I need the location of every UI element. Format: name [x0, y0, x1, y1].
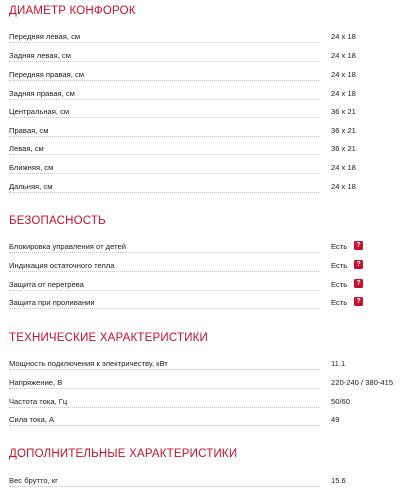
- help-icon[interactable]: ?: [354, 241, 363, 250]
- row-divider: [9, 486, 319, 487]
- spec-value: 15.6: [331, 476, 346, 485]
- row-divider: [9, 99, 319, 100]
- spec-label: Передняя левая, см: [9, 32, 81, 41]
- spec-row: [9, 50, 409, 64]
- spec-label: Индикация остаточного тепла: [9, 261, 115, 270]
- section-title-burner-diameter: ДИАМЕТР КОНФОРОК: [9, 5, 136, 17]
- spec-value: 50/60: [331, 397, 351, 406]
- spec-label: Центральная, см: [9, 107, 70, 116]
- row-divider: [9, 425, 319, 426]
- row-divider: [9, 369, 319, 370]
- row-divider: [9, 154, 319, 155]
- spec-value: 24 x 18: [331, 182, 356, 191]
- spec-row: [9, 125, 409, 139]
- spec-row: [9, 143, 409, 157]
- section-title-technical-specs: ТЕХНИЧЕСКИЕ ХАРАКТЕРИСТИКИ: [9, 332, 209, 344]
- spec-value: 36 x 21: [331, 126, 356, 135]
- spec-label: Частота тока, Гц: [9, 397, 68, 406]
- row-divider: [9, 173, 319, 174]
- spec-label: Дальняя, см: [9, 182, 53, 191]
- spec-label: Правая, см: [9, 126, 49, 135]
- spec-label: Напряжение, В: [9, 378, 63, 387]
- spec-row: [9, 88, 409, 102]
- spec-value: 24 x 18: [331, 89, 356, 98]
- spec-row: [9, 181, 409, 195]
- row-divider: [9, 136, 319, 137]
- spec-row: [9, 396, 409, 410]
- spec-value: 24 x 18: [331, 70, 356, 79]
- row-divider: [9, 42, 319, 43]
- spec-label: Защита при проливании: [9, 298, 95, 307]
- spec-label: Задняя левая, см: [9, 51, 71, 60]
- spec-row: [9, 297, 409, 311]
- spec-value: 49: [331, 415, 340, 424]
- spec-row: [9, 475, 409, 489]
- spec-value: 220-240 / 380-415: [331, 378, 394, 387]
- spec-label: Ближняя, см: [9, 163, 54, 172]
- spec-value: Есть: [331, 261, 348, 270]
- spec-label: Сила тока, А: [9, 415, 55, 424]
- spec-row: [9, 358, 409, 372]
- row-divider: [9, 80, 319, 81]
- row-divider: [9, 388, 319, 389]
- row-divider: [9, 61, 319, 62]
- help-icon[interactable]: ?: [354, 297, 363, 306]
- row-divider: [9, 290, 319, 291]
- spec-row: [9, 241, 409, 255]
- spec-value: 36 x 21: [331, 144, 356, 153]
- spec-value: 11.1: [331, 359, 346, 368]
- row-divider: [9, 271, 319, 272]
- spec-label: Вес брутто, кг: [9, 476, 58, 485]
- section-title-additional-specs: ДОПОЛНИТЕЛЬНЫЕ ХАРАКТЕРИСТИКИ: [9, 448, 238, 460]
- spec-label: Левая, см: [9, 144, 44, 153]
- spec-value: 24 x 18: [331, 32, 356, 41]
- spec-label: Блокировка управления от детей: [9, 242, 126, 251]
- row-divider: [9, 252, 319, 253]
- help-icon[interactable]: ?: [354, 279, 363, 288]
- help-icon[interactable]: ?: [354, 260, 363, 269]
- row-divider: [9, 407, 319, 408]
- spec-value: Есть: [331, 242, 348, 251]
- spec-row: [9, 69, 409, 83]
- spec-value: Есть: [331, 298, 348, 307]
- section-title-safety: БЕЗОПАСНОСТЬ: [9, 215, 106, 227]
- row-divider: [9, 308, 319, 309]
- spec-value: 24 x 18: [331, 163, 356, 172]
- spec-label: Задняя правая, см: [9, 89, 75, 98]
- spec-row: [9, 106, 409, 120]
- spec-row: [9, 162, 409, 176]
- spec-row: [9, 260, 409, 274]
- spec-row: [9, 279, 409, 293]
- spec-value: 24 x 18: [331, 51, 356, 60]
- spec-label: Мощность подключения к электричеству, кВт: [9, 359, 168, 368]
- row-divider: [9, 192, 319, 193]
- spec-row: [9, 31, 409, 45]
- spec-row: [9, 414, 409, 428]
- spec-label: Передняя правая, см: [9, 70, 84, 79]
- spec-value: Есть: [331, 280, 348, 289]
- spec-row: [9, 377, 409, 391]
- spec-label: Защита от перегрева: [9, 280, 84, 289]
- row-divider: [9, 117, 319, 118]
- spec-value: 36 x 21: [331, 107, 356, 116]
